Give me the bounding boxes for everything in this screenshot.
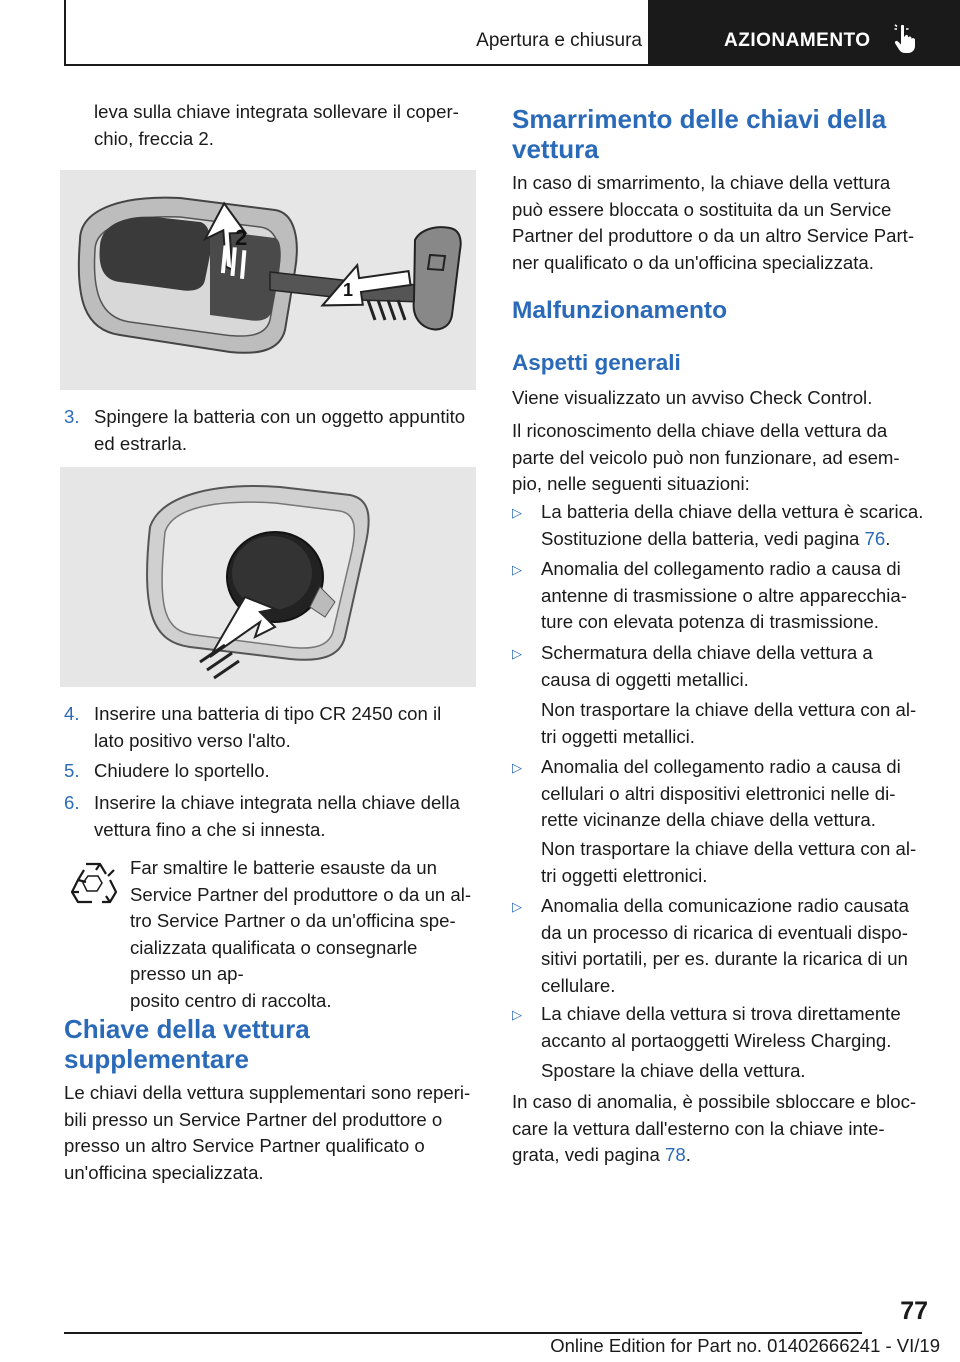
bullet-subtext: Non trasportare la chiave della vettura con al- tri oggetti metallici. — [541, 699, 917, 747]
bullet-text — [541, 499, 931, 552]
step-number: 3. — [64, 406, 80, 427]
bullet-text: Anomalia della comunicazione radio causata da un processo di ricarica di eventuali dispo- sitivi portatili, per es. durante la ricarica di un cellulare. — [541, 895, 909, 996]
bullet-marker: ▷ — [512, 505, 522, 520]
step-text: Inserire una batteria di tipo CR 2450 con il lato positivo verso l'alto. — [94, 703, 442, 751]
section-title: Apertura e chiusura — [476, 30, 642, 51]
intro-text: leva sulla chiave integrata sollevare il coper- chio, freccia 2. — [94, 101, 459, 149]
bullet-marker: ▷ — [512, 899, 522, 914]
heading-malfunction: Malfunzionamento — [512, 297, 728, 324]
figure-label-1: 1 — [343, 280, 354, 300]
step-number: 6. — [64, 792, 80, 813]
recognition-text: Il riconoscimento della chiave della vettura da parte del veicolo può non funzionare, ad esem- pio, nelle seguenti situazioni: — [512, 420, 900, 494]
heading-extra-key: Chiave della vettura supplementare — [64, 1014, 310, 1074]
bullet-marker: ▷ — [512, 562, 522, 577]
page-link-78[interactable]: 78 — [665, 1144, 686, 1165]
footer-edition: Online Edition for Part no. 01402666241 - VI/19 — [550, 1335, 940, 1356]
step-text: Chiudere lo sportello. — [94, 760, 270, 781]
chapter-tab[interactable] — [650, 0, 960, 66]
bullet-subtext: Spostare la chiave della vettura. — [541, 1060, 806, 1081]
step-number: 5. — [64, 760, 80, 781]
figure-label-2: 2 — [235, 225, 248, 250]
bullet-text: Anomalia del collegamento radio a causa di cellulari o altri dispositivi elettronici nelle di- rette vicinanze della chiave della vettura. — [541, 756, 901, 830]
heading-general: Aspetti generali — [512, 350, 681, 375]
figure-integrated-key — [60, 170, 476, 390]
heading-lost-keys: Smarrimento delle chiavi della vettura — [512, 104, 887, 164]
page-number: 77 — [900, 1297, 928, 1325]
bullet-marker: ▷ — [512, 646, 522, 661]
closing-text-suffix: . — [685, 1144, 691, 1165]
bullet-text: La chiave della vettura si trova direttamente accanto al portaoggetti Wireless Charging. — [541, 1003, 901, 1051]
step-text: Spingere la batteria con un oggetto appuntito ed estrarla. — [94, 406, 466, 454]
recycle-note-text: Far smaltire le batterie esauste da un Service Partner del produttore o da un al- tro Service Partner o da un'officina spe- cializzata qualificata o consegnarle presso un ap- posito centro di raccolta. — [130, 857, 472, 1011]
closing-text — [512, 1089, 932, 1169]
recycle-note — [64, 855, 476, 1014]
bullet-marker: ▷ — [512, 760, 522, 775]
lost-keys-text: In caso di smarrimento, la chiave della vettura può essere bloccata o sostituita da un Service Partner del produttore o da un altro Service Part- ner qualificato o da un'officina specializzata. — [512, 172, 915, 273]
page-link-76[interactable]: 76 — [864, 527, 886, 549]
battery-illustration — [60, 467, 476, 687]
footer-divider — [64, 1332, 862, 1334]
integrated-key-illustration — [60, 170, 476, 390]
chapter-tab-label: AZIONAMENTO — [724, 30, 871, 51]
bullet-text-suffix: . — [885, 527, 891, 549]
bullet-text-body: La batteria della chiave della vettura è scarica. Sostituzione della batteria, vedi pagina — [541, 501, 924, 549]
bullet-text: Schermatura della chiave della vettura a causa di oggetti metallici. — [541, 642, 873, 690]
step-text: Inserire la chiave integrata nella chiave della vettura fino a che si innesta. — [94, 792, 460, 840]
closing-text-body: In caso di anomalia, è possibile sbloccare e bloc- care la vettura dall'esterno con la chiave inte- grata, vedi pagina — [512, 1091, 917, 1165]
figure-battery — [60, 467, 476, 687]
extra-key-text: Le chiavi della vettura supplementari sono reperi- bili presso un Service Partner del produttore o presso un altro Service Partner qualificato o un'officina specializzata. — [64, 1082, 471, 1183]
check-control-text: Viene visualizzato un avviso Check Control. — [512, 387, 873, 408]
bullet-text: Anomalia del collegamento radio a causa di antenne di trasmissione o altre apparecchia- ture con elevata potenza di trasmissione. — [541, 558, 907, 632]
hand-pointer-icon — [894, 24, 920, 54]
bullet-marker: ▷ — [512, 1007, 522, 1022]
step-number: 4. — [64, 703, 80, 724]
bullet-subtext: Non trasportare la chiave della vettura con al- tri oggetti elettronici. — [541, 838, 917, 886]
